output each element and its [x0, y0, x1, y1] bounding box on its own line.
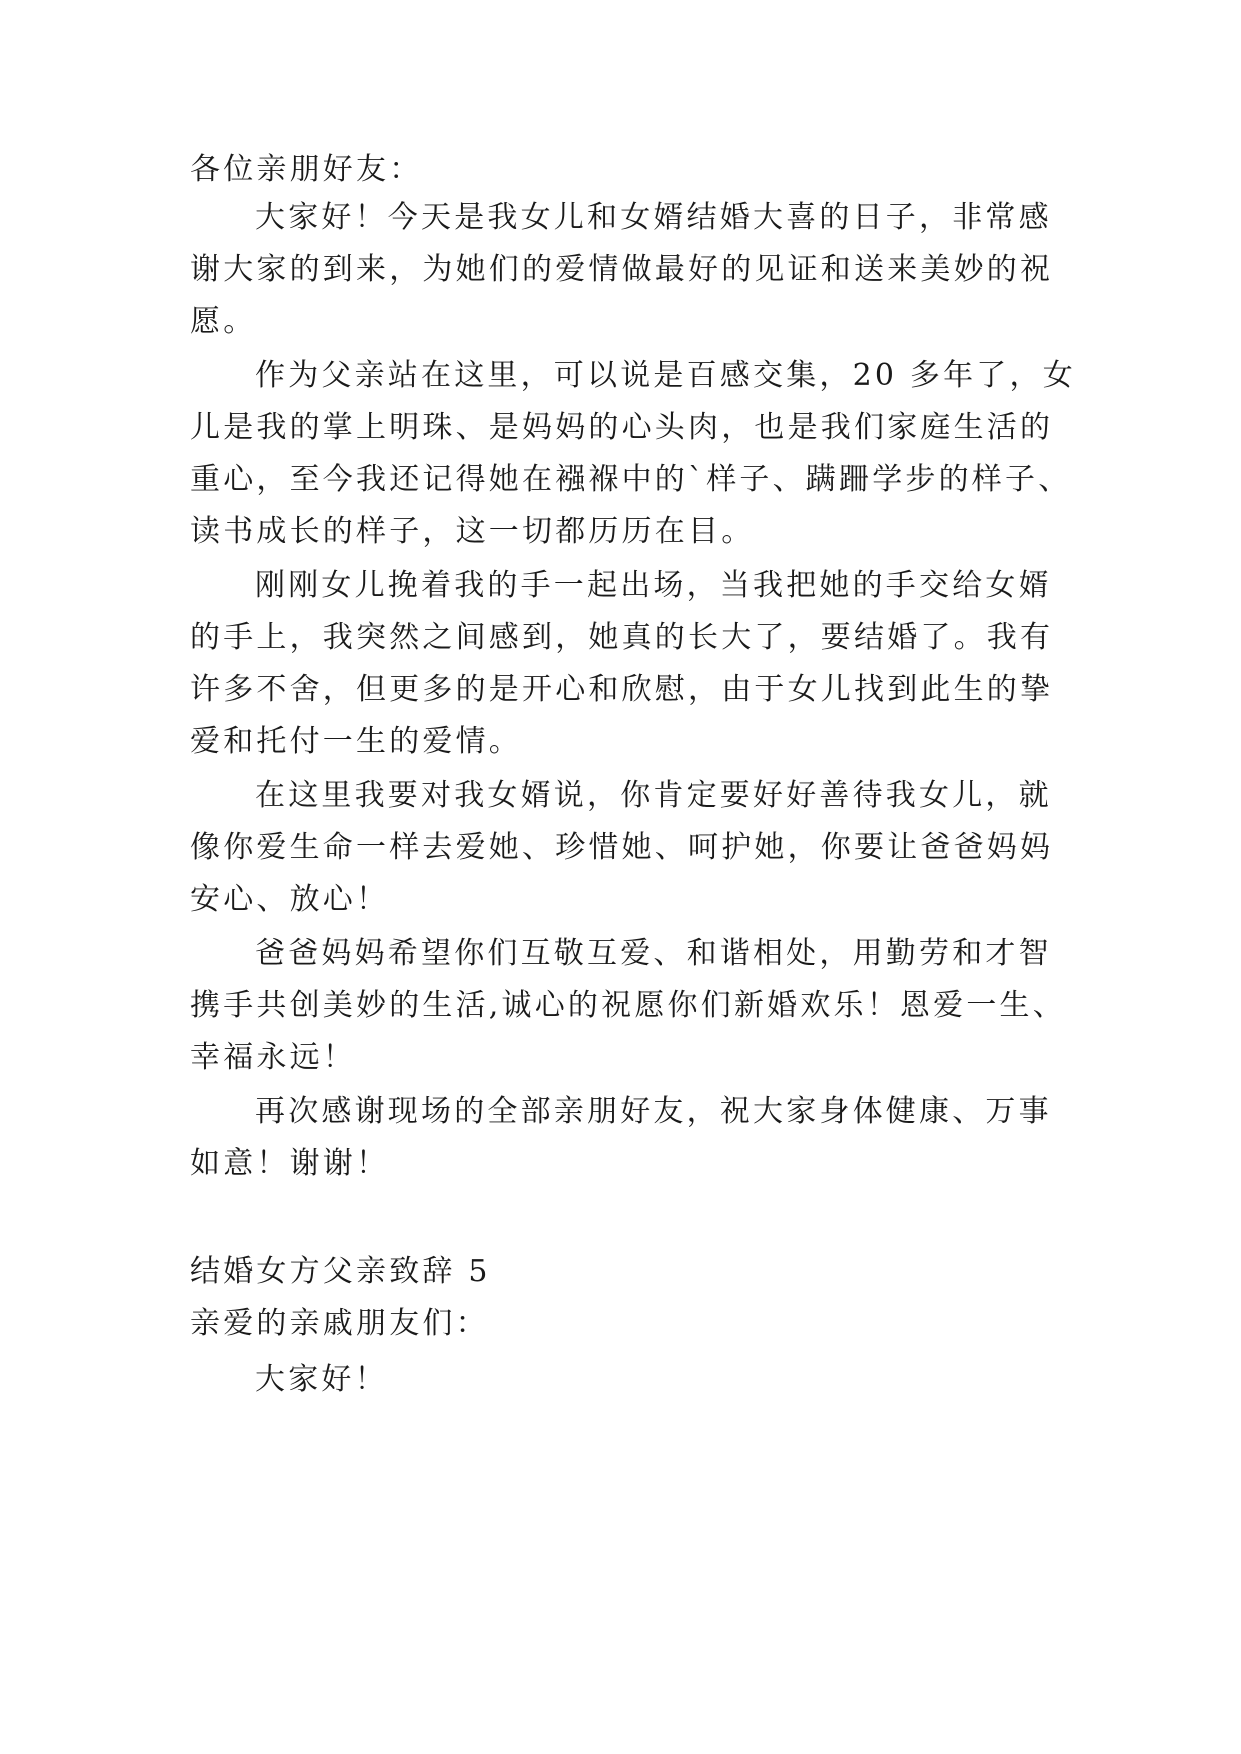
paragraph-4-line-2: 像你爱生命一样去爱她、珍惜她、呵护她，你要让爸爸妈妈 — [190, 830, 1054, 865]
paragraph-5-line-2: 携手共创美妙的生活,诚心的祝愿你们新婚欢乐！恩爱一生、 — [190, 988, 1066, 1023]
paragraph-1-line-1: 大家好！今天是我女儿和女婿结婚大喜的日子，非常感 — [255, 200, 1052, 235]
paragraph-5-line-3: 幸福永远！ — [190, 1040, 356, 1075]
paragraph-6-line-1: 再次感谢现场的全部亲朋好友，祝大家身体健康、万事 — [255, 1094, 1052, 1129]
paragraph-2-line-1: 作为父亲站在这里，可以说是百感交集，20 多年了，女 — [255, 358, 1076, 393]
paragraph-2-line-3: 重心，至今我还记得她在襁褓中的`样子、蹒跚学步的样子、 — [190, 462, 1072, 497]
paragraph-2-line-4: 读书成长的样子，这一切都历历在目。 — [190, 514, 755, 549]
paragraph-4-line-1: 在这里我要对我女婿说，你肯定要好好善待我女儿，就 — [255, 778, 1052, 813]
paragraph-3-line-2: 的手上，我突然之间感到，她真的长大了，要结婚了。我有 — [190, 620, 1054, 655]
salutation-2: 亲爱的亲戚朋友们： — [190, 1306, 489, 1341]
paragraph-1-line-3: 愿。 — [190, 304, 257, 339]
paragraph-3-line-1: 刚刚女儿挽着我的手一起出场，当我把她的手交给女婿 — [255, 568, 1052, 603]
salutation: 各位亲朋好友： — [190, 152, 423, 187]
paragraph-1-line-2: 谢大家的到来，为她们的爱情做最好的见证和送来美妙的祝 — [190, 252, 1054, 287]
section-heading: 结婚女方父亲致辞 5 — [190, 1254, 491, 1289]
paragraph-3-line-4: 爱和托付一生的爱情。 — [190, 724, 522, 759]
paragraph-6-line-2: 如意！谢谢！ — [190, 1146, 390, 1181]
paragraph-5-line-1: 爸爸妈妈希望你们互敬互爱、和谐相处，用勤劳和才智 — [255, 936, 1052, 971]
paragraph-2-line-2: 儿是我的掌上明珠、是妈妈的心头肉，也是我们家庭生活的 — [190, 410, 1054, 445]
paragraph-3-line-3: 许多不舍，但更多的是开心和欣慰，由于女儿找到此生的挚 — [190, 672, 1054, 707]
greeting: 大家好！ — [255, 1362, 388, 1397]
paragraph-4-line-3: 安心、放心！ — [190, 882, 390, 917]
